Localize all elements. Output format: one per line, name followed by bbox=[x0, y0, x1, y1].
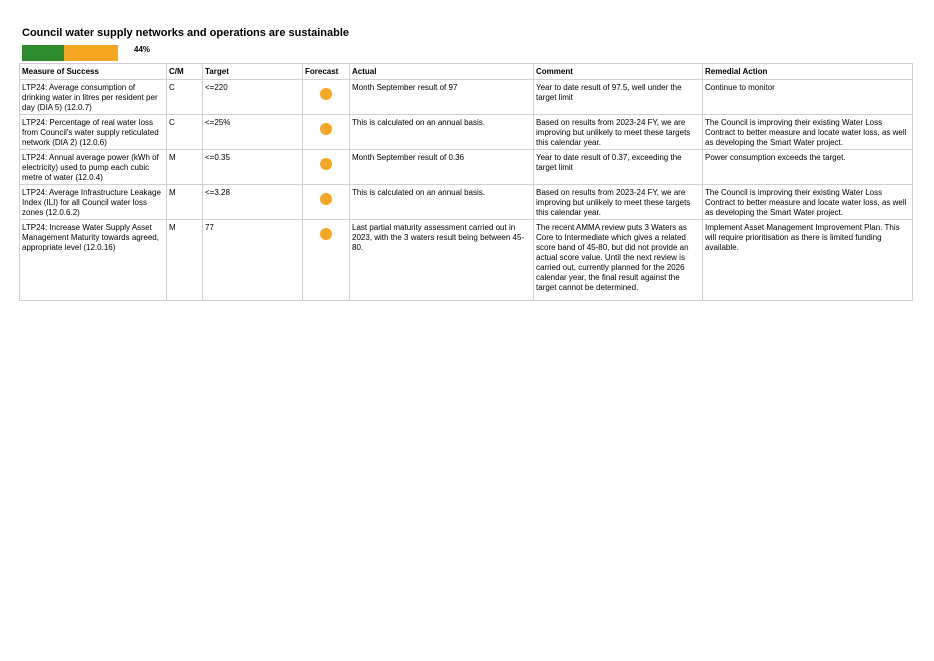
table-row bbox=[20, 115, 913, 150]
target-cell: 77 bbox=[203, 220, 303, 301]
table-row bbox=[20, 220, 913, 301]
cm-cell: M bbox=[167, 150, 203, 185]
header-comment: Comment bbox=[534, 64, 703, 80]
table-header-row bbox=[20, 64, 913, 80]
target-cell: <=220 bbox=[203, 80, 303, 115]
progress-bar bbox=[22, 45, 118, 61]
cm-cell: M bbox=[167, 185, 203, 220]
remedial-cell: Power consumption exceeds the target. bbox=[703, 150, 913, 185]
measure-cell: LTP24: Annual average power (kWh of electricity) used to pump each cubic metre of water (12.0.4) bbox=[20, 150, 167, 185]
forecast-status-dot bbox=[320, 88, 332, 100]
target-cell: <=0.35 bbox=[203, 150, 303, 185]
header-cm: C/M bbox=[167, 64, 203, 80]
header-target: Target bbox=[203, 64, 303, 80]
kpi-table bbox=[19, 63, 913, 301]
comment-cell: The recent AMMA review puts 3 Waters as Core to Intermediate which gives a related score band of 45-80, but did not provide an actual score value. Until the next review is carried out, currently planned for the 2026 calendar year, the final result against the target cannot be determined. bbox=[534, 220, 703, 301]
page-title: Council water supply networks and operations are sustainable bbox=[22, 27, 350, 39]
cm-cell: C bbox=[167, 80, 203, 115]
forecast-cell bbox=[303, 115, 350, 150]
actual-cell: This is calculated on an annual basis. bbox=[350, 185, 534, 220]
header-actual: Actual bbox=[350, 64, 534, 80]
target-cell: <=3.28 bbox=[203, 185, 303, 220]
comment-cell: Year to date result of 97.5, well under the target limit bbox=[534, 80, 703, 115]
comment-cell: Based on results from 2023-24 FY, we are improving but unlikely to meet these targets this calendar year. bbox=[534, 185, 703, 220]
header-forecast: Forecast bbox=[303, 64, 350, 80]
table-row bbox=[20, 185, 913, 220]
forecast-status-dot bbox=[320, 123, 332, 135]
progress-bar-achieved bbox=[22, 45, 64, 61]
forecast-cell bbox=[303, 220, 350, 301]
remedial-cell: Implement Asset Management Improvement Plan. This will require prioritisation as there is limited funding available. bbox=[703, 220, 913, 301]
actual-cell: Month September result of 97 bbox=[350, 80, 534, 115]
remedial-cell: Continue to monitor bbox=[703, 80, 913, 115]
comment-cell: Based on results from 2023-24 FY, we are improving but unlikely to meet these targets this calendar year. bbox=[534, 115, 703, 150]
cm-cell: M bbox=[167, 220, 203, 301]
measure-cell: LTP24: Average Infrastructure Leakage Index (ILI) for all Council water loss zones (12.0.6.2) bbox=[20, 185, 167, 220]
forecast-status-dot bbox=[320, 193, 332, 205]
measure-cell: LTP24: Percentage of real water loss from Council's water supply reticulated network (DIA 2) (12.0.6) bbox=[20, 115, 167, 150]
forecast-cell bbox=[303, 185, 350, 220]
target-cell: <=25% bbox=[203, 115, 303, 150]
remedial-cell: The Council is improving their existing Water Loss Contract to better measure and locate water loss, as well as developing the Smart Water project. bbox=[703, 115, 913, 150]
table-row bbox=[20, 150, 913, 185]
forecast-status-dot bbox=[320, 228, 332, 240]
cm-cell: C bbox=[167, 115, 203, 150]
forecast-cell bbox=[303, 150, 350, 185]
progress-percent-label: 44% bbox=[134, 45, 151, 54]
actual-cell: Last partial maturity assessment carried out in 2023, with the 3 waters result being between 45-80. bbox=[350, 220, 534, 301]
header-remedial: Remedial Action bbox=[703, 64, 913, 80]
progress-bar-remaining bbox=[64, 45, 118, 61]
progress-indicator bbox=[22, 45, 151, 61]
forecast-status-dot bbox=[320, 158, 332, 170]
table-row bbox=[20, 80, 913, 115]
comment-cell: Year to date result of 0.37, exceeding the target limit bbox=[534, 150, 703, 185]
measure-cell: LTP24: Increase Water Supply Asset Management Maturity towards agreed, appropriate level (12.0.16) bbox=[20, 220, 167, 301]
actual-cell: This is calculated on an annual basis. bbox=[350, 115, 534, 150]
forecast-cell bbox=[303, 80, 350, 115]
measure-cell: LTP24: Average consumption of drinking water in litres per resident per day (DIA 5) (12.0.7) bbox=[20, 80, 167, 115]
header-measure: Measure of Success bbox=[20, 64, 167, 80]
actual-cell: Month September result of 0.36 bbox=[350, 150, 534, 185]
remedial-cell: The Council is improving their existing Water Loss Contract to better measure and locate water loss, as well as developing the Smart Water project. bbox=[703, 185, 913, 220]
